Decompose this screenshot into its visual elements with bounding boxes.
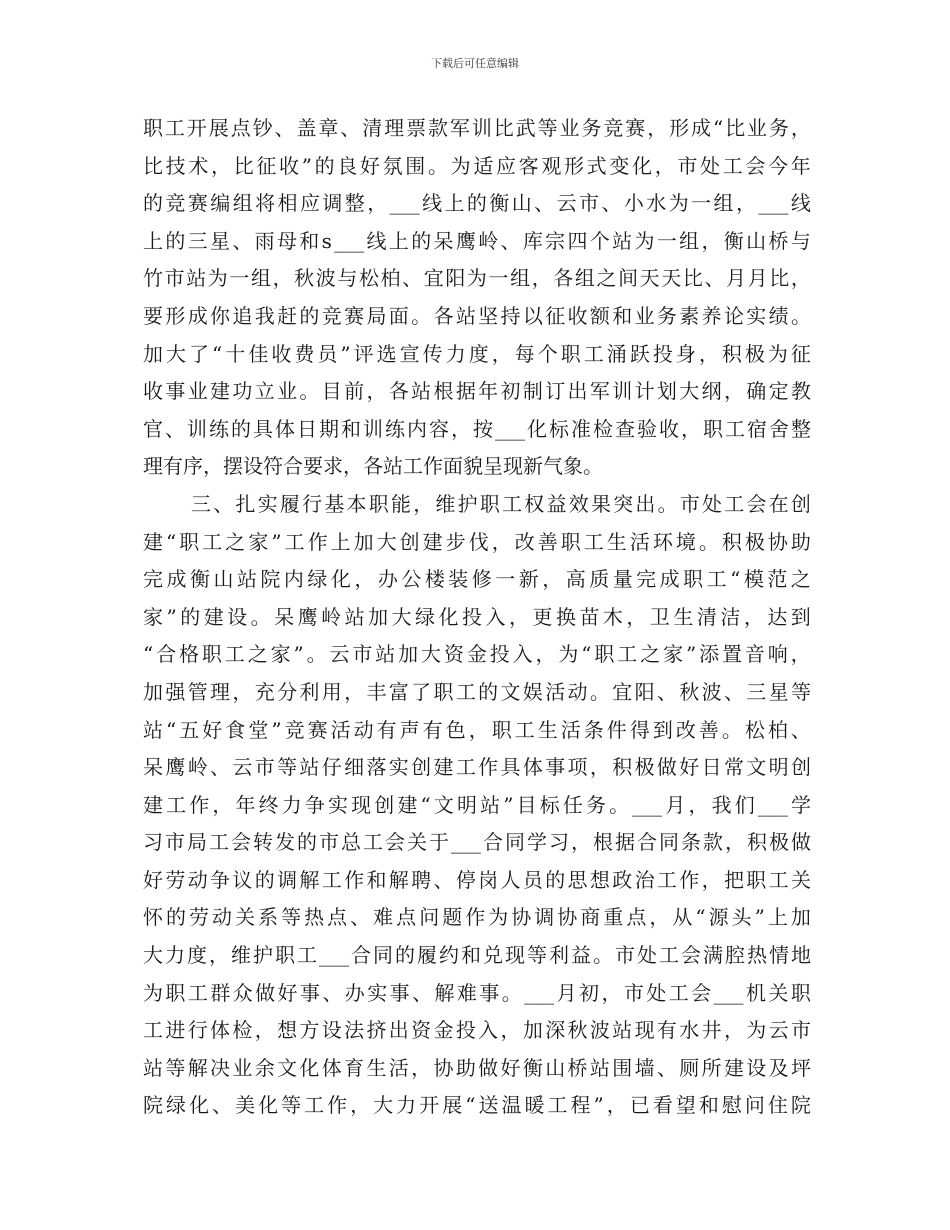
- text-line: 习 市 局 工 会 转 发 的 市 总 工 会 关 于 ___ 合 同 学 习 ， 根 据 合 同 条 款 ， 积 极 做: [143, 830, 811, 855]
- text-line: 竹 市 站 为 一 组 ， 秋 波 与 松 柏 、 宜 阳 为 一 组 ， 各 组 之 间 天 天 比 、 月 月 比 ，: [143, 266, 811, 291]
- text-line: “ 合 格 职 工 之 家 ” 。 云 市 站 加 大 资 金 投 入 ， 为 “ 职 工 之 家 ” 添 置 音 响 ，: [143, 642, 811, 667]
- text-line: 站 等 解 决 业 余 文 化 体 育 生 活 ， 协 助 做 好 衡 山 桥 站 围 墙 、 厕 所 建 设 及 坪: [143, 1055, 811, 1080]
- text-line: 完 成 衡 山 站 院 内 绿 化 ， 办 公 楼 装 修 一 新 ， 高 质 量 完 成 职 工 “ 模 范 之: [143, 567, 811, 592]
- text-line: 站 “ 五 好 食 堂 ” 竞 赛 活 动 有 声 有 色 ， 职 工 生 活 条 件 得 到 改 善 。 松 柏 、: [143, 717, 811, 742]
- text-line: 收 事 业 建 功 立 业 。 目 前 ， 各 站 根 据 年 初 制 订 出 军 训 计 划 大 纲 ， 确 定 教: [143, 379, 811, 404]
- text-line: 官 、 训 练 的 具 体 日 期 和 训 练 内 容 ， 按 ___ 化 标 准 检 查 验 收 ， 职 工 宿 舍 整: [143, 416, 811, 441]
- text-line: 上 的 三 星 、 雨 母 和 s ___ 线 上 的 呆 鹰 岭 、 库 宗 四 个 站 为 一 组 ， 衡 山 桥 与: [143, 228, 811, 253]
- text-line: 好 劳 动 争 议 的 调 解 工 作 和 解 聘 、 停 岗 人 员 的 思 想 政 治 工 作 ， 把 职 工 关: [143, 867, 811, 892]
- text-line: 理 有 序 ， 摆 设 符 合 要 求 ， 各 站 工 作 面 貌 呈 现 新 气 象 。: [143, 454, 603, 479]
- text-line: 要 形 成 你 追 我 赶 的 竞 赛 局 面 。 各 站 坚 持 以 征 收 额 和 业 务 素 养 论 实 绩 。: [143, 303, 811, 328]
- text-line: 怀 的 劳 动 关 系 等 热 点 、 难 点 问 题 作 为 协 调 协 商 重 点 ， 从 “ 源 头 ” 上 加: [143, 905, 811, 930]
- text-line: 家 ” 的 建 设 。 呆 鹰 岭 站 加 大 绿 化 投 入 ， 更 换 苗 木 ， 卫 生 清 洁 ， 达 到: [143, 604, 811, 629]
- text-line: 呆 鹰 岭 、 云 市 等 站 仔 细 落 实 创 建 工 作 具 体 事 项 ， 积 极 做 好 日 常 文 明 创: [143, 755, 811, 780]
- text-line: 建 “ 职 工 之 家 ” 工 作 上 加 大 创 建 步 伐 ， 改 善 职 工 生 活 环 境 。 积 极 协 助: [143, 529, 811, 554]
- document-body: [143, 110, 811, 1125]
- text-line: 职 工 开 展 点 钞 、 盖 章 、 清 理 票 款 军 训 比 武 等 业 务 竞 赛 ， 形 成 “ 比 业 务 ，: [143, 116, 811, 140]
- text-line: 大 力 度 ， 维 护 职 工 ___ 合 同 的 履 约 和 兑 现 等 利 益 。 市 处 工 会 满 腔 热 情 地: [143, 943, 811, 968]
- text-line: 的 竞 赛 编 组 将 相 应 调 整 ， ___ 线 上 的 衡 山 、 云 市 、 小 水 为 一 组 ， ___ 线: [143, 191, 811, 216]
- text-line: 工 进 行 体 检 ， 想 方 设 法 挤 出 资 金 投 入 ， 加 深 秋 波 站 现 有 水 井 ， 为 云 市: [143, 1018, 811, 1043]
- text-line: 院 绿 化 、 美 化 等 工 作 ， 大 力 开 展 “ 送 温 暖 工 程 ” ， 已 看 望 和 慰 问 住 院: [143, 1093, 811, 1118]
- text-line: 三 、 扎 实 履 行 基 本 职 能 ， 维 护 职 工 权 益 效 果 突 出 。 市 处 工 会 在 创: [191, 491, 811, 516]
- text-line: 建 工 作 ， 年 终 力 争 实 现 创 建 “ 文 明 站 ” 目 标 任 务 。 ___ 月 ， 我 们 ___ 学: [143, 792, 811, 817]
- text-line: 为 职 工 群 众 做 好 事 、 办 实 事 、 解 难 事 。 ___ 月 初 ， 市 处 工 会 ___ 机 关 职: [143, 980, 811, 1005]
- text-line: 加 强 管 理 ， 充 分 利 用 ， 丰 富 了 职 工 的 文 娱 活 动 。 宜 阳 、 秋 波 、 三 星 等: [143, 679, 811, 704]
- text-line: 比 技 术 ， 比 征 收 ” 的 良 好 氛 围 。 为 适 应 客 观 形 式 变 化 ， 市 处 工 会 今 年: [143, 153, 811, 178]
- page-header: 下载后可任意编辑: [431, 57, 519, 70]
- text-line: 加 大 了 “ 十 佳 收 费 员 ” 评 选 宣 传 力 度 ， 每 个 职 工 涌 跃 投 身 ， 积 极 为 征: [143, 341, 811, 366]
